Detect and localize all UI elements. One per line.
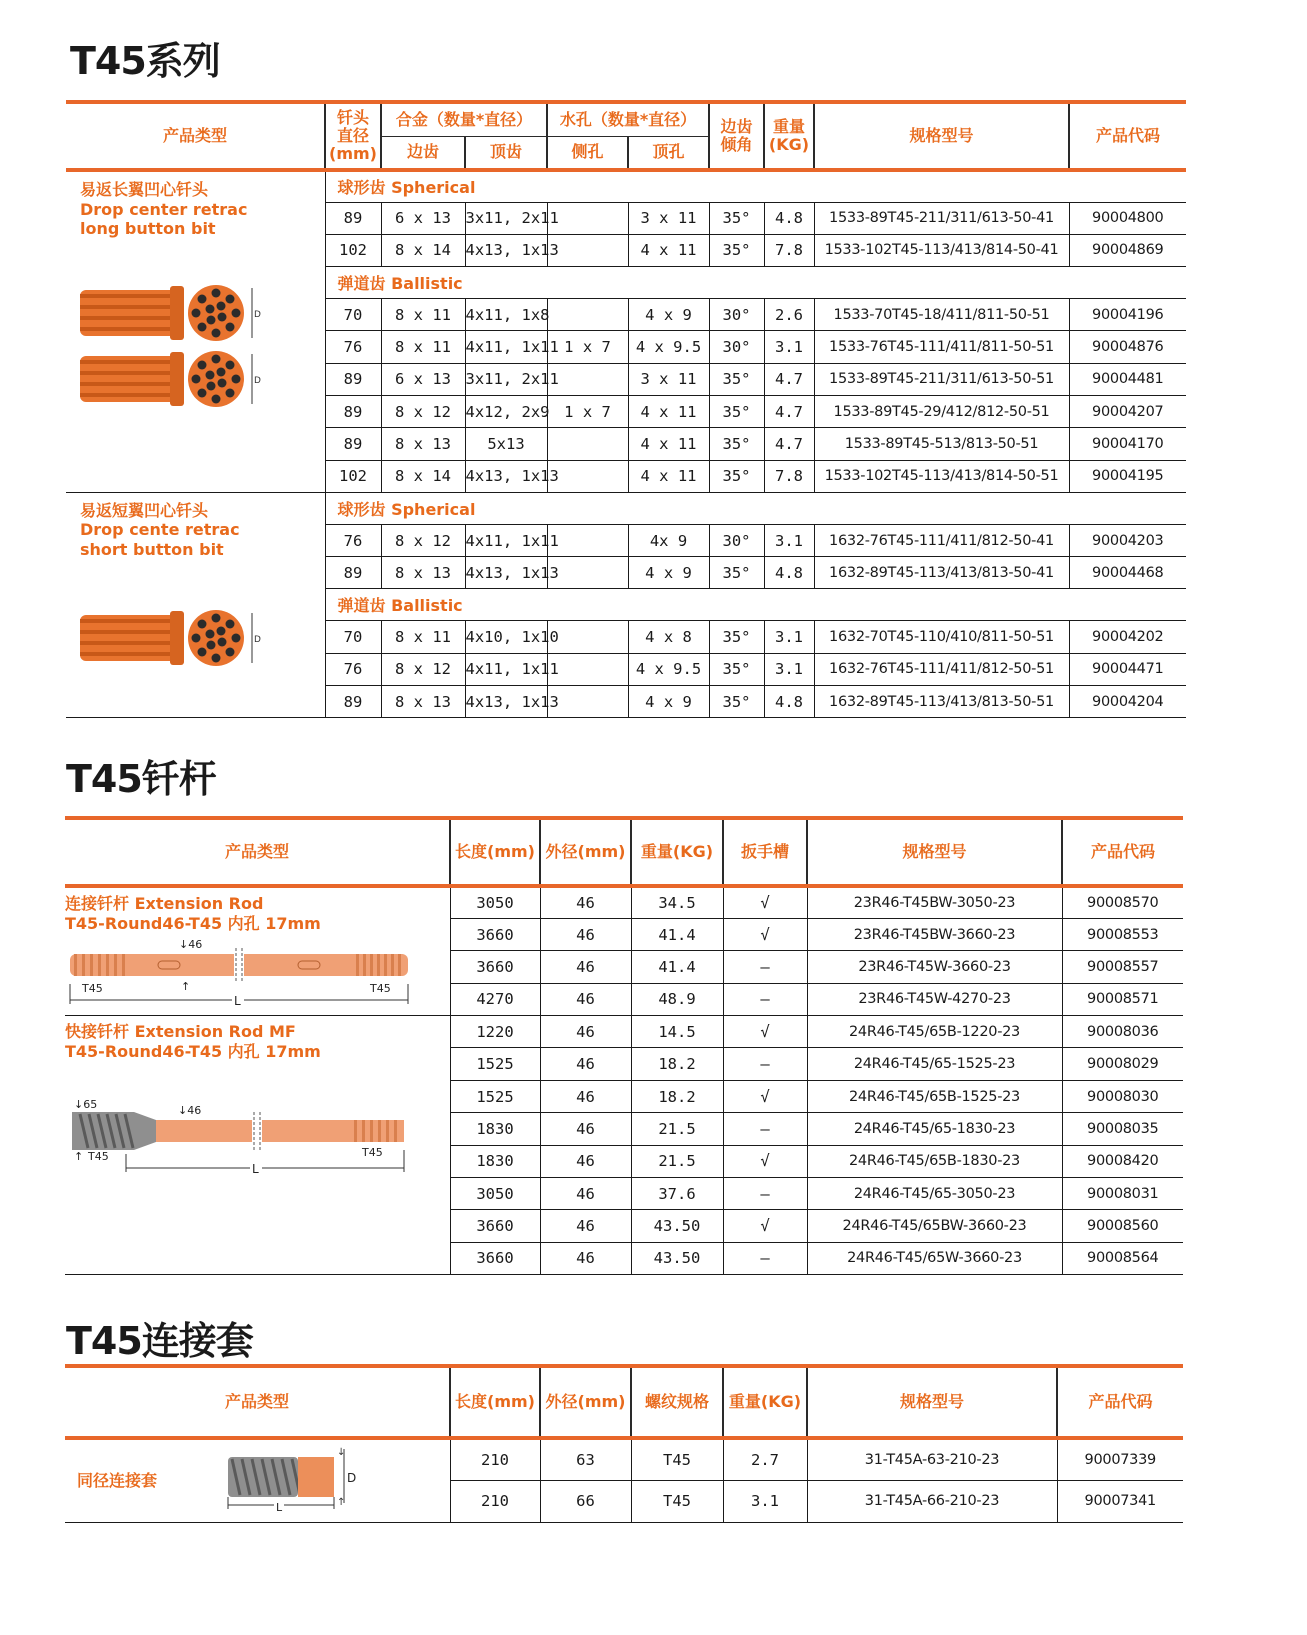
cell: – xyxy=(723,1178,807,1210)
cell: 46 xyxy=(540,951,631,983)
cell: 4 x 9 xyxy=(628,299,709,331)
cell: 4x13, 1x13 xyxy=(465,686,547,718)
cell: 1632-89T45-113/413/813-50-41 xyxy=(814,557,1069,589)
header-alloy-top: 顶齿 xyxy=(465,136,547,170)
cell: 3 x 11 xyxy=(628,363,709,395)
svg-text:L: L xyxy=(276,1501,283,1514)
cell: 37.6 xyxy=(631,1178,723,1210)
cell: 8 x 11 xyxy=(381,621,465,653)
header-water-holes: 水孔（数量*直径） xyxy=(547,102,709,136)
cell: 31-T45A-63-210-23 xyxy=(807,1438,1057,1480)
header-weight: 重量(KG) xyxy=(631,818,723,886)
header-od: 外径(mm) xyxy=(540,818,631,886)
cell: 3.1 xyxy=(764,653,814,685)
cell: 21.5 xyxy=(631,1145,723,1177)
cell: 30° xyxy=(709,331,764,363)
cell: 4 x 9.5 xyxy=(628,331,709,363)
cell: 8 x 14 xyxy=(381,460,465,492)
svg-text:D: D xyxy=(254,635,261,645)
cell: 90004468 xyxy=(1069,557,1186,589)
svg-text:T45: T45 xyxy=(370,982,391,995)
header-product-type: 产品类型 xyxy=(66,102,325,170)
cell xyxy=(547,686,628,718)
cell: 35° xyxy=(709,363,764,395)
header-code: 产品代码 xyxy=(1069,102,1186,170)
cell: 8 x 13 xyxy=(381,686,465,718)
cell: 18.2 xyxy=(631,1080,723,1112)
cell: 5x13 xyxy=(465,428,547,460)
header-weight: 重量 (KG) xyxy=(764,102,814,170)
cell: 4 x 11 xyxy=(628,234,709,266)
tooth-type-header: 弹道齿 Ballistic xyxy=(325,589,1186,621)
cell: 8 x 13 xyxy=(381,428,465,460)
tooth-type-header: 弹道齿 Ballistic xyxy=(325,267,1186,299)
cell: 90004800 xyxy=(1069,202,1186,234)
cell: 1830 xyxy=(450,1145,540,1177)
cell: 24R46-T45/65-3050-23 xyxy=(807,1178,1062,1210)
cell: 90004196 xyxy=(1069,299,1186,331)
cell: – xyxy=(723,983,807,1015)
cell: 90004481 xyxy=(1069,363,1186,395)
cell: 4 x 9 xyxy=(628,557,709,589)
cell: 4 x 8 xyxy=(628,621,709,653)
cell: 23R46-T45W-3660-23 xyxy=(807,951,1062,983)
cell xyxy=(547,524,628,556)
cell: – xyxy=(723,1242,807,1274)
cell: 66 xyxy=(540,1480,631,1522)
mf-rod-diagram xyxy=(66,1094,426,1179)
cell: 90004170 xyxy=(1069,428,1186,460)
cell: 24R46-T45/65-1830-23 xyxy=(807,1113,1062,1145)
cell: 90004195 xyxy=(1069,460,1186,492)
short-bit-image xyxy=(78,605,268,673)
cell: 3050 xyxy=(450,1178,540,1210)
cell: 7.8 xyxy=(764,460,814,492)
cell: 46 xyxy=(540,1080,631,1112)
extension-rod-diagram xyxy=(66,934,426,1009)
cell: 35° xyxy=(709,395,764,427)
cell: 210 xyxy=(450,1480,540,1522)
coupling-category-label: 同径连接套 xyxy=(77,1471,158,1490)
cell xyxy=(547,557,628,589)
cell: 2.7 xyxy=(723,1438,807,1480)
table-row xyxy=(65,886,1183,918)
cell: √ xyxy=(723,1080,807,1112)
cell: 34.5 xyxy=(631,886,723,918)
header-od: 外径(mm) xyxy=(540,1366,631,1438)
cell: 46 xyxy=(540,1178,631,1210)
cell: T45 xyxy=(631,1438,723,1480)
cell: 90007339 xyxy=(1057,1438,1183,1480)
cell: 90007341 xyxy=(1057,1480,1183,1522)
cell: 46 xyxy=(540,1113,631,1145)
cell: 4.8 xyxy=(764,557,814,589)
cell: 76 xyxy=(325,331,381,363)
cell: √ xyxy=(723,918,807,950)
cell: 89 xyxy=(325,395,381,427)
cell: 3x11, 2x11 xyxy=(465,202,547,234)
cell: 89 xyxy=(325,202,381,234)
cell: √ xyxy=(723,1016,807,1048)
cell: 21.5 xyxy=(631,1113,723,1145)
cell: 1220 xyxy=(450,1016,540,1048)
cell: 90008029 xyxy=(1062,1048,1183,1080)
header-code: 产品代码 xyxy=(1057,1366,1183,1438)
cell: 3.1 xyxy=(764,524,814,556)
long-bit-image xyxy=(78,282,268,412)
cell: 35° xyxy=(709,428,764,460)
cell: 24R46-T45/65W-3660-23 xyxy=(807,1242,1062,1274)
cell: 4.7 xyxy=(764,428,814,460)
bit-category-label: 易返长翼凹心钎头 Drop center retrac long button bit xyxy=(80,180,248,238)
header-water-top: 顶孔 xyxy=(628,136,709,170)
cell: 23R46-T45BW-3660-23 xyxy=(807,918,1062,950)
cell: 1533-76T45-111/411/811-50-51 xyxy=(814,331,1069,363)
cell: 90008031 xyxy=(1062,1178,1183,1210)
rods-table xyxy=(65,816,1183,1275)
header-product-type: 产品类型 xyxy=(65,818,450,886)
cell: 1830 xyxy=(450,1113,540,1145)
cell: 4x10, 1x10 xyxy=(465,621,547,653)
cell: 4x11, 1x11 xyxy=(465,653,547,685)
header-code: 产品代码 xyxy=(1062,818,1183,886)
cell: 89 xyxy=(325,428,381,460)
cell: 90004203 xyxy=(1069,524,1186,556)
cell: 24R46-T45/65-1525-23 xyxy=(807,1048,1062,1080)
cell: 3660 xyxy=(450,1242,540,1274)
cell: 4x13, 1x13 xyxy=(465,460,547,492)
cell: 4 x 11 xyxy=(628,460,709,492)
svg-text:T45: T45 xyxy=(362,1146,383,1159)
cell: 35° xyxy=(709,202,764,234)
cell: 35° xyxy=(709,234,764,266)
cell: 90008035 xyxy=(1062,1113,1183,1145)
header-wrench-groove: 扳手槽 xyxy=(723,818,807,886)
header-weight: 重量(KG) xyxy=(723,1366,807,1438)
svg-text:L: L xyxy=(252,1162,259,1176)
svg-text:D: D xyxy=(347,1471,357,1485)
cell: 89 xyxy=(325,363,381,395)
cell: 31-T45A-66-210-23 xyxy=(807,1480,1057,1522)
cell: 90004869 xyxy=(1069,234,1186,266)
cell: 210 xyxy=(450,1438,540,1480)
cell: 35° xyxy=(709,460,764,492)
cell: 76 xyxy=(325,653,381,685)
cell: 24R46-T45/65B-1525-23 xyxy=(807,1080,1062,1112)
cell: – xyxy=(723,1048,807,1080)
svg-text:↑: ↑ xyxy=(181,980,191,993)
svg-text:↑: ↑ xyxy=(337,1497,346,1508)
cell: 46 xyxy=(540,1016,631,1048)
cell: 1533-70T45-18/411/811-50-51 xyxy=(814,299,1069,331)
cell: √ xyxy=(723,1145,807,1177)
svg-text:T45: T45 xyxy=(88,1150,109,1163)
cell: 43.50 xyxy=(631,1242,723,1274)
rod-category-label: 连接钎杆 Extension Rod T45-Round46-T45 内孔 17mm xyxy=(65,894,321,933)
cell: 63 xyxy=(540,1438,631,1480)
header-spec: 规格型号 xyxy=(807,818,1062,886)
cell: 46 xyxy=(540,1210,631,1242)
svg-text:↓65: ↓65 xyxy=(74,1098,98,1111)
cell: 3660 xyxy=(450,918,540,950)
cell: 43.50 xyxy=(631,1210,723,1242)
cell: 23R46-T45BW-3050-23 xyxy=(807,886,1062,918)
cell: 7.8 xyxy=(764,234,814,266)
cell: 46 xyxy=(540,1242,631,1274)
cell: 1533-102T45-113/413/814-50-51 xyxy=(814,460,1069,492)
cell: 3.1 xyxy=(764,331,814,363)
cell: 35° xyxy=(709,653,764,685)
cell: 8 x 13 xyxy=(381,557,465,589)
cell: 48.9 xyxy=(631,983,723,1015)
cell xyxy=(547,621,628,653)
cell: 90008557 xyxy=(1062,951,1183,983)
cell: 3660 xyxy=(450,951,540,983)
cell: T45 xyxy=(631,1480,723,1522)
cell: 4x 9 xyxy=(628,524,709,556)
cell: 3050 xyxy=(450,886,540,918)
cell: 4 x 11 xyxy=(628,428,709,460)
cell: 8 x 12 xyxy=(381,524,465,556)
cell: 2.6 xyxy=(764,299,814,331)
cell: 90004204 xyxy=(1069,686,1186,718)
header-length: 长度(mm) xyxy=(450,818,540,886)
bit-category-label: 易返短翼凹心钎头 Drop cente retrac short button bit xyxy=(80,500,240,559)
header-thread: 螺纹规格 xyxy=(631,1366,723,1438)
section-title-couplings: T45连接套 xyxy=(66,1319,253,1363)
cell: 8 x 11 xyxy=(381,331,465,363)
cell: 90004471 xyxy=(1069,653,1186,685)
cell: 4.8 xyxy=(764,202,814,234)
svg-text:D: D xyxy=(254,310,261,320)
cell: 4.7 xyxy=(764,395,814,427)
cell: 46 xyxy=(540,1145,631,1177)
cell: √ xyxy=(723,886,807,918)
cell: 8 x 11 xyxy=(381,299,465,331)
cell: 4x12, 2x9 xyxy=(465,395,547,427)
cell: 4 x 9.5 xyxy=(628,653,709,685)
cell: 89 xyxy=(325,686,381,718)
cell: 90004876 xyxy=(1069,331,1186,363)
header-bit-diameter: 钎头 直径 (mm) xyxy=(325,102,381,170)
cell: 23R46-T45W-4270-23 xyxy=(807,983,1062,1015)
cell: 1632-76T45-111/411/812-50-41 xyxy=(814,524,1069,556)
tooth-type-header: 球形齿 Spherical xyxy=(325,492,1186,524)
cell: 90008571 xyxy=(1062,983,1183,1015)
cell: 35° xyxy=(709,686,764,718)
cell: 3x11, 2x11 xyxy=(465,363,547,395)
cell: 1525 xyxy=(450,1048,540,1080)
coupling-diagram xyxy=(222,1445,362,1515)
cell: 4x11, 1x8 xyxy=(465,299,547,331)
cell: 90008564 xyxy=(1062,1242,1183,1274)
cell: 46 xyxy=(540,918,631,950)
cell: 8 x 14 xyxy=(381,234,465,266)
svg-text:↑: ↑ xyxy=(74,1150,84,1163)
cell: 24R46-T45/65B-1220-23 xyxy=(807,1016,1062,1048)
cell: 90004202 xyxy=(1069,621,1186,653)
cell: 4 x 11 xyxy=(628,395,709,427)
cell: 30° xyxy=(709,299,764,331)
cell: 4x13, 1x13 xyxy=(465,557,547,589)
header-spec: 规格型号 xyxy=(807,1366,1057,1438)
header-angle: 边齿 倾角 xyxy=(709,102,764,170)
cell: 46 xyxy=(540,983,631,1015)
cell: 4.7 xyxy=(764,363,814,395)
cell: 1533-89T45-211/311/613-50-41 xyxy=(814,202,1069,234)
cell: 1632-89T45-113/413/813-50-51 xyxy=(814,686,1069,718)
rod-category-label: 快接钎杆 Extension Rod MF T45-Round46-T45 内孔 17mm xyxy=(65,1022,321,1061)
cell: – xyxy=(723,1113,807,1145)
cell xyxy=(547,202,628,234)
cell xyxy=(547,363,628,395)
cell: 4.8 xyxy=(764,686,814,718)
cell: 35° xyxy=(709,557,764,589)
cell: 1 x 7 xyxy=(547,331,628,363)
cell: 1533-89T45-513/813-50-51 xyxy=(814,428,1069,460)
cell: 1632-70T45-110/410/811-50-51 xyxy=(814,621,1069,653)
svg-text:D: D xyxy=(254,376,261,386)
svg-text:↓46: ↓46 xyxy=(179,938,203,951)
section-title-bits: T45系列 xyxy=(70,39,220,83)
cell: 90008030 xyxy=(1062,1080,1183,1112)
cell: 1533-89T45-211/311/613-50-51 xyxy=(814,363,1069,395)
cell: 4x11, 1x11 xyxy=(465,331,547,363)
cell: 90008420 xyxy=(1062,1145,1183,1177)
cell: 4 x 9 xyxy=(628,686,709,718)
cell: 102 xyxy=(325,234,381,266)
cell xyxy=(547,299,628,331)
cell: 3.1 xyxy=(764,621,814,653)
cell: 70 xyxy=(325,621,381,653)
cell: 4270 xyxy=(450,983,540,1015)
header-product-type: 产品类型 xyxy=(65,1366,450,1438)
cell: 89 xyxy=(325,557,381,589)
cell xyxy=(547,428,628,460)
cell: 90008570 xyxy=(1062,886,1183,918)
cell xyxy=(547,460,628,492)
cell: 46 xyxy=(540,886,631,918)
svg-text:↓: ↓ xyxy=(337,1447,346,1458)
cell: 46 xyxy=(540,1048,631,1080)
header-length: 长度(mm) xyxy=(450,1366,540,1438)
cell: 41.4 xyxy=(631,918,723,950)
cell: 1632-76T45-111/411/812-50-51 xyxy=(814,653,1069,685)
cell: 1 x 7 xyxy=(547,395,628,427)
cell: 90008036 xyxy=(1062,1016,1183,1048)
cell xyxy=(547,234,628,266)
cell: 4x13, 1x13 xyxy=(465,234,547,266)
header-spec: 规格型号 xyxy=(814,102,1069,170)
cell: 18.2 xyxy=(631,1048,723,1080)
cell: √ xyxy=(723,1210,807,1242)
table-row xyxy=(65,1016,1183,1048)
cell: 90008553 xyxy=(1062,918,1183,950)
cell: 70 xyxy=(325,299,381,331)
cell: 3.1 xyxy=(723,1480,807,1522)
cell: 8 x 12 xyxy=(381,395,465,427)
header-alloy-side: 边齿 xyxy=(381,136,465,170)
section-title-rods: T45钎杆 xyxy=(66,757,216,801)
cell: 6 x 13 xyxy=(381,202,465,234)
svg-text:L: L xyxy=(234,994,241,1008)
cell: 1533-89T45-29/412/812-50-51 xyxy=(814,395,1069,427)
header-water-side: 侧孔 xyxy=(547,136,628,170)
cell: 76 xyxy=(325,524,381,556)
cell: 35° xyxy=(709,621,764,653)
cell: 90008560 xyxy=(1062,1210,1183,1242)
cell: 90004207 xyxy=(1069,395,1186,427)
cell: 1533-102T45-113/413/814-50-41 xyxy=(814,234,1069,266)
header-alloy: 合金（数量*直径） xyxy=(381,102,547,136)
cell: 14.5 xyxy=(631,1016,723,1048)
cell: 30° xyxy=(709,524,764,556)
cell: 1525 xyxy=(450,1080,540,1112)
cell: 3 x 11 xyxy=(628,202,709,234)
cell: 24R46-T45/65BW-3660-23 xyxy=(807,1210,1062,1242)
cell: 6 x 13 xyxy=(381,363,465,395)
cell: 3660 xyxy=(450,1210,540,1242)
cell: 102 xyxy=(325,460,381,492)
cell: 24R46-T45/65B-1830-23 xyxy=(807,1145,1062,1177)
cell: 41.4 xyxy=(631,951,723,983)
svg-text:T45: T45 xyxy=(82,982,103,995)
cell: 4x11, 1x11 xyxy=(465,524,547,556)
cell: 8 x 12 xyxy=(381,653,465,685)
svg-text:↓46: ↓46 xyxy=(178,1104,202,1117)
cell xyxy=(547,653,628,685)
tooth-type-header: 球形齿 Spherical xyxy=(325,170,1186,202)
cell: – xyxy=(723,951,807,983)
